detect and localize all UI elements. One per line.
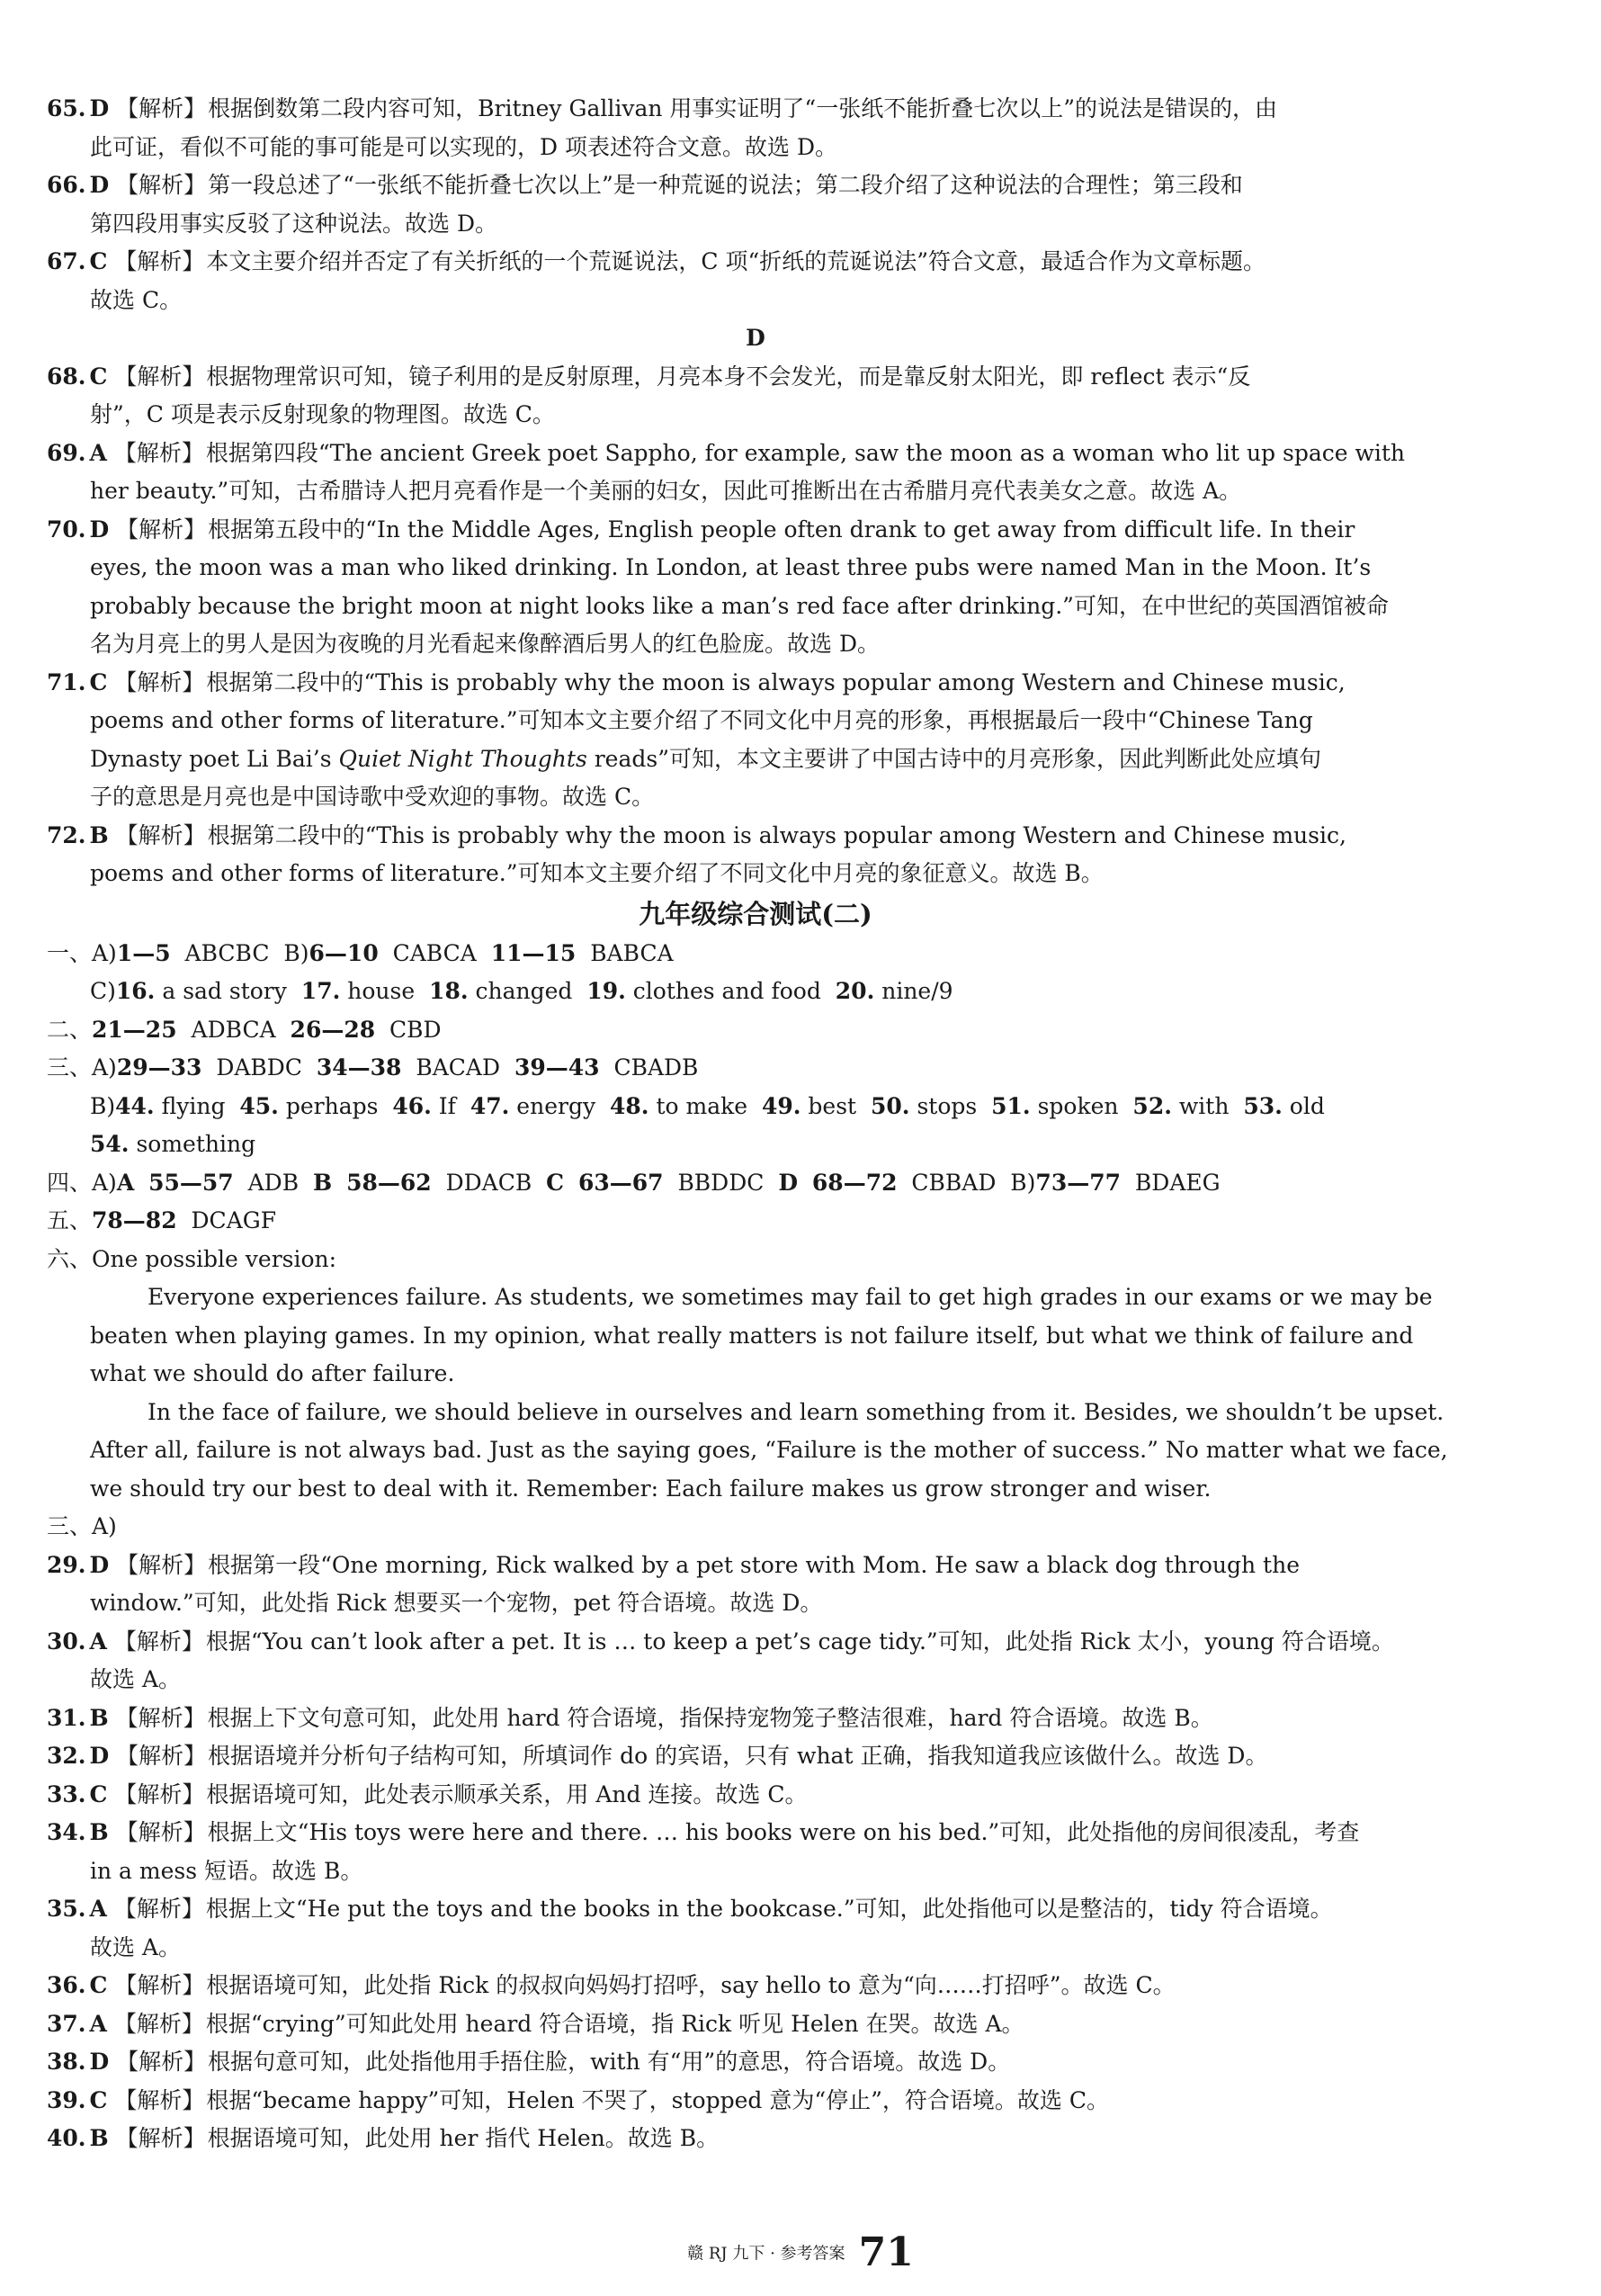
explanation-item — [47, 1623, 1464, 1700]
explanation-text: 根据上文“He put the toys and the books in the bookcase.”可知，此处指他可以是整洁的，tidy 符合语境。 — [205, 1896, 1333, 1922]
explanation-item — [47, 358, 1464, 435]
question-number: 32. — [47, 1743, 86, 1769]
explanation-continuation: 射”，C 项是表示反射现象的物理图。故选 C。 — [90, 401, 555, 427]
explanation-text: reads”可知，本文主要讲了中国古诗中的月亮形象，因此判断此处应填句 — [586, 745, 1321, 772]
explanation-text: 根据第二段中的“This is probably why the moon is always popular among Western and Chinese music, — [207, 821, 1346, 848]
poem-title: Quiet Night Thoughts — [338, 745, 587, 772]
answer-letter: C — [89, 248, 108, 274]
explanation-continuation: her beauty.”可知，古希腊诗人把月亮看作是一个美丽的妇女，因此可推断出在古希腊月亮代表美女之意。故选 A。 — [90, 478, 1242, 504]
cloze-explanations — [47, 1547, 1464, 2158]
analysis-tag: 【解析】 — [116, 172, 207, 198]
part-3a-heading: 三、A) — [47, 1513, 117, 1539]
explanation-continuation: 故选 A。 — [90, 1666, 182, 1692]
analysis-tag: 【解析】 — [114, 2086, 205, 2113]
explanation-item — [47, 817, 1464, 893]
question-number: 30. — [47, 1628, 86, 1655]
explanation-first-line — [47, 2005, 1464, 2044]
explanation-continuation: eyes, the moon was a man who liked drinking. In London, at least three pubs were named Man in the Moon. It’s — [90, 554, 1372, 580]
explanation-text: 根据“became happy”可知，Helen 不哭了，stopped 意为“停止”，符合语境。故选 C。 — [206, 2086, 1109, 2113]
answer-row-part-3b-cont: 54. something — [90, 1131, 256, 1157]
essay-line: In the face of failure, we should believe in ourselves and learn something from it. Besides, we shouldn’t be upset. — [148, 1398, 1444, 1425]
explanation-continuation: probably because the bright moon at night looks like a man’s red face after drinking.”可知，在中世纪的英国酒馆被命 — [90, 592, 1389, 619]
explanation-item — [47, 1700, 1464, 1738]
explanation-continuation: 故选 A。 — [90, 1933, 182, 1960]
explanation-first-line — [47, 1700, 1464, 1738]
explanation-continuation — [47, 740, 1464, 779]
explanation-item — [47, 1737, 1464, 1776]
answer-letter: D — [89, 516, 110, 543]
answer-row-listening-ab: 一、A)1—5 ABCBC B)6—10 CABCA 11—15 BABCA — [47, 939, 674, 966]
question-number: 33. — [47, 1780, 86, 1807]
answer-letter: D — [89, 1743, 110, 1769]
answer-letter: C — [89, 1972, 108, 1998]
answer-row-part-2: 二、21—25 ADBCA 26—28 CBD — [47, 1016, 442, 1043]
explanation-text: 根据物理常识可知，镜子利用的是反射原理，月亮本身不会发光，而是靠反射太阳光，即 reflect 表示“反 — [206, 363, 1251, 390]
explanation-continuation: poems and other forms of literature.”可知本文主要介绍了不同文化中月亮的形象，再根据最后一段中“Chinese Tang — [90, 707, 1313, 733]
explanation-item — [47, 2082, 1464, 2121]
explanation-item — [47, 166, 1464, 243]
analysis-tag: 【解析】 — [114, 668, 205, 695]
answer-letter: A — [89, 1896, 107, 1922]
answer-letter: B — [89, 821, 109, 848]
question-number: 65. — [47, 95, 86, 121]
answer-letter: C — [89, 363, 108, 390]
explanation-text: 根据上下文句意可知，此处用 hard 符合语境，指保持宠物笼子整洁很难，hard 符合语境。故选 B。 — [207, 1704, 1213, 1731]
answer-row-part-6: 六、One possible version: — [47, 1245, 337, 1272]
answer-letter: A — [89, 439, 107, 466]
explanation-first-line — [47, 664, 1464, 703]
answer-letter: D — [89, 172, 110, 198]
analysis-tag: 【解析】 — [115, 1819, 206, 1845]
analysis-tag: 【解析】 — [115, 2125, 206, 2151]
explanation-text: 根据语境可知，此处用 her 指代 Helen。故选 B。 — [207, 2125, 720, 2151]
analysis-tag: 【解析】 — [114, 363, 205, 390]
explanation-first-line — [47, 1623, 1464, 1662]
explanation-item — [47, 2120, 1464, 2158]
explanation-first-line — [47, 2082, 1464, 2121]
answer-letter: A — [89, 1628, 107, 1655]
explanation-text: 第一段总述了“一张纸不能折叠七次以上”是一种荒诞的说法；第二段介绍了这种说法的合理性；第三段和 — [208, 172, 1243, 198]
answer-letter: C — [89, 1780, 108, 1807]
explanation-item — [47, 2005, 1464, 2044]
passage-letter-d: D — [746, 325, 765, 351]
explanation-text: 根据倒数第二段内容可知，Britney Gallivan 用事实证明了“一张纸不能折叠七次以上”的说法是错误的，由 — [208, 95, 1277, 121]
explanation-first-line — [47, 358, 1464, 397]
explanation-first-line — [47, 1967, 1464, 2005]
explanation-first-line — [47, 1814, 1464, 1852]
explanation-first-line — [47, 243, 1464, 282]
analysis-tag: 【解析】 — [113, 1628, 204, 1655]
question-number: 35. — [47, 1896, 86, 1922]
answer-summary — [47, 935, 1464, 1279]
explanation-item — [47, 2043, 1464, 2082]
explanation-text: 根据“You can’t look after a pet. It is … to keep a pet’s cage tidy.”可知，此处指 Rick 太小，young 符合语境。 — [205, 1628, 1394, 1655]
section-title: 九年级综合测试(二) — [639, 898, 872, 929]
analysis-tag: 【解析】 — [114, 1780, 205, 1807]
explanation-first-line — [47, 435, 1464, 473]
explanation-text: 本文主要介绍并否定了有关折纸的一个荒诞说法，C 项“折纸的荒诞说法”符合文意，最适合作为文章标题。 — [206, 248, 1266, 274]
analysis-tag: 【解析】 — [114, 248, 205, 274]
explanation-item — [47, 90, 1464, 166]
explanation-first-line — [47, 1890, 1464, 1929]
analysis-tag: 【解析】 — [116, 1743, 207, 1769]
question-number: 71. — [47, 668, 86, 695]
explanation-first-line — [47, 1547, 1464, 1585]
page-content — [47, 90, 1464, 2158]
answer-row-listening-c: C)16. a sad story 17. house 18. changed 19. clothes and food 20. nine/9 — [90, 978, 953, 1004]
explanation-text: 根据第四段“The ancient Greek poet Sappho, for example, saw the moon as a woman who lit up space with — [205, 439, 1406, 466]
footer-text: 赣 RJ 九下 · 参考答案 — [687, 2244, 845, 2264]
analysis-tag: 【解析】 — [116, 2049, 207, 2075]
essay-line: Everyone experiences failure. As students, we sometimes may fail to get high grades in our exams or we may be — [148, 1284, 1433, 1310]
answer-letter: D — [89, 95, 110, 121]
question-number: 67. — [47, 248, 86, 274]
answer-letter: C — [89, 668, 108, 695]
question-number: 38. — [47, 2049, 86, 2075]
explanation-text: 根据语境并分析句子结构可知，所填词作 do 的宾语，只有 what 正确，指我知道我应该做什么。故选 D。 — [208, 1743, 1268, 1769]
analysis-tag: 【解析】 — [113, 439, 204, 466]
explanation-continuation: poems and other forms of literature.”可知本文主要介绍了不同文化中月亮的象征意义。故选 B。 — [90, 860, 1104, 886]
explanation-item — [47, 243, 1464, 319]
question-number: 69. — [47, 439, 86, 466]
question-number: 66. — [47, 172, 86, 198]
answer-letter: B — [89, 1704, 109, 1731]
answer-letter: D — [89, 2049, 110, 2075]
explanation-text: 根据“crying”可知此处用 heard 符合语境，指 Rick 听见 Helen 在哭。故选 A。 — [205, 2010, 1024, 2037]
explanation-first-line — [47, 2043, 1464, 2082]
question-number: 68. — [47, 363, 86, 390]
explanation-item — [47, 1814, 1464, 1890]
explanation-item — [47, 1547, 1464, 1623]
answer-row-part-4: 四、A)A 55—57 ADB B 58—62 DDACB C 63—67 BBDDC D 68—72 CBBAD B)73—77 BDAEG — [47, 1169, 1221, 1196]
analysis-tag: 【解析】 — [114, 1972, 205, 1998]
essay-line: After all, failure is not always bad. Just as the saying goes, “Failure is the mother of success.” No matter what we face, — [90, 1437, 1448, 1463]
explanation-item — [47, 1890, 1464, 1967]
explanation-first-line — [47, 1737, 1464, 1776]
explanation-text: Dynasty poet Li Bai’s — [90, 745, 339, 772]
explanation-item — [47, 511, 1464, 664]
explanation-item — [47, 1967, 1464, 2005]
explanation-text: 根据上文“His toys were here and there. … his books were on his bed.”可知，此处指他的房间很凌乱，考查 — [207, 1819, 1360, 1845]
analysis-tag: 【解析】 — [116, 1551, 207, 1578]
essay-line: what we should do after failure. — [90, 1360, 455, 1386]
question-number: 31. — [47, 1704, 86, 1731]
question-number: 37. — [47, 2010, 86, 2037]
explanation-first-line — [47, 511, 1464, 550]
analysis-tag: 【解析】 — [116, 95, 207, 121]
explanation-continuation: 故选 C。 — [90, 286, 183, 313]
question-number: 72. — [47, 821, 86, 848]
question-number: 70. — [47, 516, 86, 543]
essay-line: we should try our best to deal with it. Remember: Each failure makes us grow stronger and wiser. — [90, 1475, 1212, 1502]
question-number: 40. — [47, 2125, 86, 2151]
explanation-continuation: 名为月亮上的男人是因为夜晚的月光看起来像醉酒后男人的红色脸庞。故选 D。 — [90, 631, 880, 657]
analysis-tag: 【解析】 — [116, 516, 207, 543]
explanation-continuation: 子的意思是月亮也是中国诗歌中受欢迎的事物。故选 C。 — [90, 784, 655, 810]
question-number: 39. — [47, 2086, 86, 2113]
explanation-item — [47, 1776, 1464, 1815]
explanation-text: 根据第一段“One morning, Rick walked by a pet store with Mom. He saw a black dog through the — [208, 1551, 1300, 1578]
analysis-tag: 【解析】 — [115, 821, 206, 848]
explanation-text: 根据第二段中的“This is probably why the moon is always popular among Western and Chinese music, — [206, 668, 1346, 695]
explanation-first-line — [47, 1776, 1464, 1815]
explanation-first-line — [47, 817, 1464, 856]
reading-c-explanations — [47, 90, 1464, 319]
explanation-first-line — [47, 90, 1464, 129]
question-number: 36. — [47, 1972, 86, 1998]
explanation-text: 根据句意可知，此处指他用手捂住脸，with 有“用”的意思，符合语境。故选 D。 — [208, 2049, 1011, 2075]
explanation-continuation: window.”可知，此处指 Rick 想要买一个宠物，pet 符合语境。故选 D。 — [90, 1590, 823, 1616]
analysis-tag: 【解析】 — [113, 2010, 204, 2037]
explanation-continuation: in a mess 短语。故选 B。 — [90, 1857, 363, 1884]
answer-letter: A — [89, 2010, 107, 2037]
explanation-item — [47, 664, 1464, 817]
analysis-tag: 【解析】 — [115, 1704, 206, 1731]
page-number: 71 — [858, 2229, 914, 2275]
explanation-first-line — [47, 166, 1464, 205]
answer-row-part-3a: 三、A)29—33 DABDC 34—38 BACAD 39—43 CBADB — [47, 1054, 699, 1081]
answer-letter: C — [89, 2086, 108, 2113]
explanation-text: 根据语境可知，此处指 Rick 的叔叔向妈妈打招呼，say hello to 意为“向……打招呼”。故选 C。 — [206, 1972, 1176, 1998]
question-number: 34. — [47, 1819, 86, 1845]
answer-letter: B — [89, 2125, 109, 2151]
explanation-text: 根据语境可知，此处表示顺承关系，用 And 连接。故选 C。 — [206, 1780, 808, 1807]
explanation-continuation: 此可证，看似不可能的事可能是可以实现的，D 项表述符合文意。故选 D。 — [90, 133, 837, 160]
page-footer — [0, 2229, 1601, 2275]
answer-row-part-5: 五、78—82 DCAGF — [47, 1207, 277, 1233]
explanation-text: 根据第五段中的“In the Middle Ages, English people often drank to get away from difficult life. In their — [208, 516, 1355, 543]
explanation-first-line — [47, 2120, 1464, 2158]
explanation-continuation: 第四段用事实反驳了这种说法。故选 D。 — [90, 210, 497, 237]
explanation-item — [47, 435, 1464, 511]
analysis-tag: 【解析】 — [113, 1896, 204, 1922]
sample-essay — [47, 1278, 1464, 1508]
answer-letter: B — [89, 1819, 109, 1845]
reading-d-explanations — [47, 358, 1464, 893]
answer-letter: D — [89, 1551, 110, 1578]
answer-row-part-3b: B)44. flying 45. perhaps 46. If 47. energy 48. to make 49. best 50. stops 51. spoken 52. with 53. old — [90, 1092, 1325, 1119]
question-number: 29. — [47, 1551, 86, 1578]
essay-line: beaten when playing games. In my opinion, what really matters is not failure itself, but what we think of failure and — [90, 1322, 1414, 1349]
